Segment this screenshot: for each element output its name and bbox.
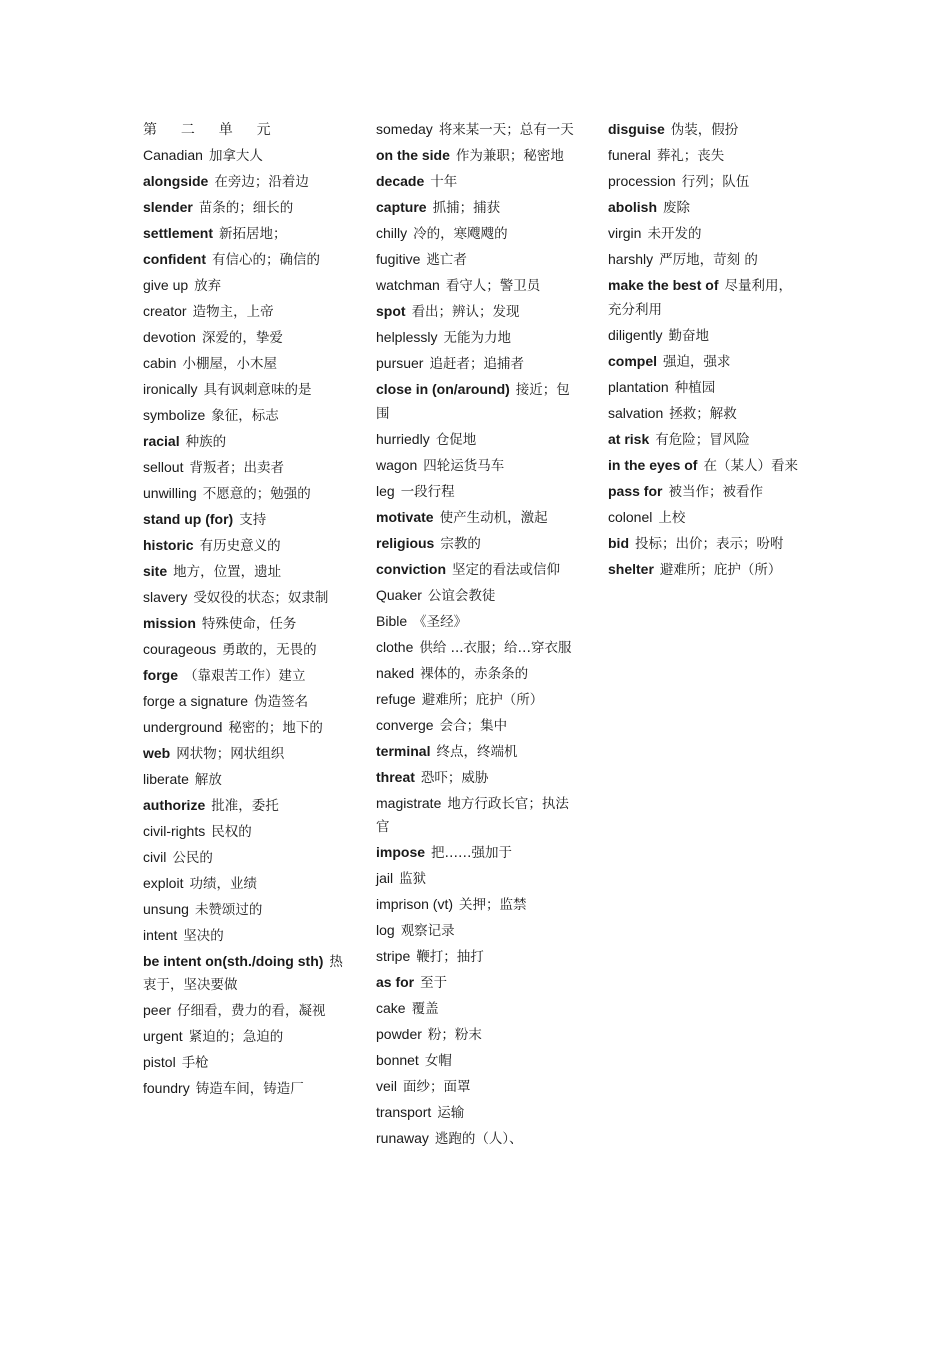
vocab-definition: 将来某一天；总有一天 (438, 122, 574, 138)
vocab-term: jail (376, 870, 394, 886)
vocab-entry (608, 170, 803, 194)
vocab-entry (608, 222, 803, 246)
vocab-entry (143, 560, 343, 584)
vocab-term: converge (376, 716, 434, 733)
vocab-entry (143, 690, 343, 714)
vocab-term: runaway (376, 1130, 429, 1146)
vocab-entry (608, 376, 803, 400)
vocab-definition: 批准，委托 (211, 797, 279, 814)
vocab-term: abolish (608, 199, 658, 215)
vocab-entry (143, 222, 343, 246)
vocab-entry (376, 480, 576, 504)
vocab-term: spot (376, 303, 406, 319)
vocab-entry (608, 402, 803, 426)
vocab-definition: 在（某人）看来 (703, 457, 798, 474)
vocab-entry (376, 1023, 576, 1047)
vocab-entry (376, 300, 576, 324)
vocab-term: harshly (608, 251, 654, 267)
vocab-entry (143, 352, 343, 376)
vocab-entry (376, 584, 576, 608)
vocab-entry (376, 170, 576, 194)
vocab-term: religious (376, 534, 435, 551)
vocab-term: veil (376, 1078, 398, 1094)
vocab-definition: 一段行程 (400, 483, 455, 500)
vocab-term: Canadian (143, 146, 203, 163)
vocab-definition: 深爱的，挚爱 (201, 329, 283, 346)
vocab-entry (608, 454, 803, 478)
vocab-entry (143, 534, 343, 558)
vocab-term: slavery (143, 588, 188, 605)
vocab-entry (143, 326, 343, 350)
vocab-definition: 新拓居地； (219, 225, 287, 242)
vocab-entry (143, 794, 343, 818)
vocab-term: stripe (376, 948, 411, 964)
vocab-entry (143, 508, 343, 532)
vocab-term: site (143, 562, 168, 579)
vocab-term: close in (on/around) (376, 381, 510, 397)
vocab-definition: 支持 (239, 511, 267, 528)
vocab-definition: 背叛者；出卖者 (189, 459, 284, 476)
vocab-definition: 看出；辨认；发现 (411, 304, 520, 320)
vocab-definition: 勇敢的，无畏的 (222, 641, 317, 658)
vocab-definition: 小棚屋，小木屋 (182, 355, 277, 372)
vocab-term: courageous (143, 640, 217, 657)
vocab-entry (376, 945, 576, 969)
vocab-definition: 特殊使命，任务 (201, 615, 297, 632)
vocab-definition: 女帽 (424, 1053, 452, 1069)
vocab-definition: 坚决的 (183, 927, 224, 944)
vocab-definition: 造物主，上帝 (192, 303, 274, 320)
vocab-definition: 恐吓；威胁 (420, 769, 489, 786)
vocab-entry (608, 558, 803, 582)
vocab-entry (143, 248, 343, 272)
vocab-term: pursuer (376, 355, 424, 371)
unit-heading (143, 118, 343, 141)
vocab-definition: 四轮运货马车 (423, 457, 505, 474)
vocab-entry (143, 924, 343, 948)
vocab-term: as for (376, 974, 415, 990)
vocab-definition: 覆盖 (411, 1001, 439, 1017)
vocab-entry (608, 274, 803, 321)
vocab-entry (143, 664, 343, 688)
vocab-term: racial (143, 432, 180, 449)
vocab-definition: 逃跑的（人）、 (434, 1131, 523, 1147)
vocab-term: ironically (143, 380, 198, 397)
vocab-term: sellout (143, 458, 184, 475)
vocab-term: leg (376, 482, 395, 499)
vocab-definition: 无能为力地 (443, 330, 511, 346)
vocab-entry (143, 586, 343, 610)
vocab-term: chilly (376, 225, 408, 241)
vocab-definition: 种族的 (185, 433, 227, 450)
vocab-term: civil (143, 848, 167, 865)
vocab-term: stand up (for) (143, 510, 234, 527)
vocab-definition: （靠艰苦工作）建立 (184, 667, 306, 684)
vocab-definition: 解放 (194, 771, 222, 788)
vocab-definition: 鞭打；抽打 (416, 949, 484, 965)
vocab-term: symbolize (143, 406, 206, 423)
vocab-definition: 避难所；庇护（所） (421, 691, 544, 708)
vocab-entry (143, 950, 343, 997)
vocab-entry (608, 350, 803, 374)
vocab-definition: 有危险；冒风险 (655, 431, 750, 448)
vocab-definition: 把……强加于 (431, 845, 513, 861)
vocab-entry (376, 454, 576, 478)
vocab-definition: 尽量利用，充分利用 (608, 278, 792, 318)
vocab-term: in the eyes of (608, 456, 698, 473)
vocab-entry (376, 558, 576, 582)
vocab-term: underground (143, 718, 223, 735)
vocab-term: funeral (608, 147, 651, 163)
vocab-definition: 公民的 (172, 849, 213, 866)
vocab-definition: 铸造车间，铸造厂 (195, 1081, 304, 1097)
vocab-entry (608, 480, 803, 504)
vocab-entry (376, 841, 576, 865)
vocab-definition: 仓促地 (435, 431, 477, 448)
vocab-definition: 有信心的；确信的 (212, 251, 320, 268)
vocab-entry (143, 1077, 343, 1101)
vocab-entry (376, 740, 576, 764)
vocab-entry (376, 636, 576, 660)
vocab-definition: 放弃 (194, 277, 222, 294)
vocab-definition: 作为兼职；秘密地 (455, 148, 564, 164)
vocab-entry (376, 1075, 576, 1099)
vocab-definition: 勤奋地 (668, 327, 709, 344)
vocab-term: on the side (376, 147, 450, 163)
vocab-definition: 关押；监禁 (459, 897, 527, 913)
vocab-definition: 葬礼；丧失 (656, 148, 725, 164)
vocab-term: mission (143, 614, 196, 631)
vocab-term: foundry (143, 1080, 190, 1096)
vocab-definition: 加拿大人 (208, 147, 263, 164)
vocab-definition: 地方，位置，遗址 (173, 563, 282, 580)
vocab-entry (143, 846, 343, 870)
vocab-entry (143, 872, 343, 896)
vocab-entry (608, 428, 803, 452)
vocab-column-1 (143, 118, 343, 1103)
vocab-entry (143, 820, 343, 844)
vocab-definition: 拯救；解救 (669, 405, 737, 422)
vocab-term: forge a signature (143, 692, 249, 709)
vocab-term: settlement (143, 224, 214, 241)
vocab-definition: 终点，终端机 (436, 743, 518, 760)
vocab-entry (143, 638, 343, 662)
vocab-definition: 民权的 (211, 823, 252, 840)
vocab-entry (143, 170, 343, 194)
vocab-definition: 紧迫的；急迫的 (188, 1029, 284, 1045)
vocab-definition: 观察记录 (400, 923, 455, 939)
vocab-entry (376, 274, 576, 298)
vocab-entry (143, 612, 343, 636)
vocab-definition: 会合；集中 (439, 717, 508, 734)
vocab-entry (143, 1051, 343, 1075)
vocab-term: cabin (143, 354, 177, 371)
vocab-definition: 秘密的；地下的 (228, 719, 323, 736)
vocab-definition: 废除 (663, 200, 691, 216)
vocab-entry (376, 1101, 576, 1125)
vocab-term: pass for (608, 482, 663, 499)
vocab-entry (143, 898, 343, 922)
vocab-definition: 粉；粉末 (427, 1027, 482, 1043)
vocab-term: shelter (608, 560, 654, 577)
vocab-term: hurriedly (376, 430, 430, 447)
vocab-definition: 追赶者；追捕者 (429, 356, 524, 372)
vocab-entry (143, 482, 343, 506)
vocab-definition: 种植园 (674, 379, 716, 396)
vocab-term: transport (376, 1104, 432, 1120)
vocab-entry (376, 971, 576, 995)
vocab-entry (376, 1127, 576, 1151)
vocab-term: decade (376, 173, 425, 189)
vocab-term: conviction (376, 560, 447, 577)
vocab-term: capture (376, 199, 427, 215)
vocab-definition: 热衷于，坚决要做 (143, 953, 343, 993)
vocab-definition: 避难所；庇护（所） (659, 561, 782, 578)
vocab-term: devotion (143, 328, 196, 345)
vocab-term: exploit (143, 874, 184, 891)
vocab-term: intent (143, 926, 178, 943)
vocab-entry (608, 196, 803, 220)
vocab-term: civil-rights (143, 822, 206, 839)
vocab-term: wagon (376, 456, 418, 473)
vocab-entry (143, 196, 343, 220)
vocab-definition: 伪装，假扮 (670, 122, 739, 138)
unit-heading-text: 第 二 单 元 (143, 121, 281, 137)
vocab-entry (376, 662, 576, 686)
vocab-term: disguise (608, 121, 665, 137)
vocab-term: virgin (608, 225, 642, 241)
vocab-definition: 宗教的 (440, 535, 481, 552)
vocab-definition: 在旁边；沿着边 (214, 173, 309, 190)
vocab-definition: 伪造签名 (254, 693, 309, 710)
vocab-term: plantation (608, 378, 669, 395)
vocab-definition: 网状物；网状组织 (176, 745, 285, 762)
vocab-definition: 严厉地，苛刻 的 (659, 252, 758, 268)
vocab-term: authorize (143, 796, 206, 813)
vocab-entry (376, 714, 576, 738)
vocab-term: terminal (376, 742, 431, 759)
vocab-term: fugitive (376, 251, 421, 267)
vocab-term: helplessly (376, 329, 438, 345)
vocab-definition: 仔细看，费力的看，凝视 (177, 1003, 326, 1019)
vocab-definition: 供给 ...衣服；给…穿衣服 (419, 639, 572, 656)
vocab-term: at risk (608, 430, 650, 447)
vocab-entry (376, 196, 576, 220)
vocab-term: impose (376, 844, 426, 860)
vocab-term: bid (608, 534, 629, 551)
vocab-entry (376, 118, 576, 142)
vocab-term: bonnet (376, 1052, 419, 1068)
vocab-entry (143, 716, 343, 740)
vocab-term: alongside (143, 172, 209, 189)
vocab-entry (376, 222, 576, 246)
vocab-entry (376, 610, 576, 634)
vocab-definition: 面纱；面罩 (403, 1079, 471, 1095)
vocab-entry (376, 144, 576, 168)
vocab-term: give up (143, 276, 189, 293)
vocab-entry (376, 792, 576, 839)
vocab-entry (376, 867, 576, 891)
vocab-term: unsung (143, 900, 189, 917)
vocab-term: Bible (376, 612, 408, 629)
vocab-term: salvation (608, 404, 664, 421)
vocab-entry (608, 248, 803, 272)
vocab-definition: 监狱 (399, 871, 427, 887)
vocab-term: powder (376, 1026, 422, 1042)
vocab-term: confident (143, 250, 206, 267)
vocab-term: peer (143, 1002, 172, 1018)
vocab-term: unwilling (143, 484, 197, 501)
vocab-definition: 上校 (658, 509, 686, 526)
vocab-entry (376, 919, 576, 943)
vocab-term: urgent (143, 1028, 183, 1044)
vocab-definition: 运输 (437, 1105, 465, 1121)
vocab-entry (376, 688, 576, 712)
vocab-entry (376, 893, 576, 917)
vocab-entry (376, 352, 576, 376)
vocab-entry (608, 324, 803, 348)
vocab-term: procession (608, 173, 676, 189)
vocab-term: magistrate (376, 794, 442, 811)
vocab-term: liberate (143, 770, 189, 787)
vocab-entry (376, 378, 576, 425)
vocab-definition: 抓捕；捕获 (432, 200, 501, 216)
vocab-term: colonel (608, 508, 653, 525)
vocab-definition: 至于 (420, 975, 448, 991)
vocab-entry (376, 248, 576, 272)
vocab-entry (376, 532, 576, 556)
vocab-term: threat (376, 768, 415, 785)
vocab-definition: 苗条的；细长的 (198, 199, 294, 216)
vocab-term: naked (376, 664, 415, 681)
vocab-definition: 看守人；警卫员 (445, 278, 541, 294)
vocab-entry (376, 766, 576, 790)
vocab-column-3 (608, 118, 803, 584)
vocab-term: web (143, 744, 171, 761)
vocab-term: make the best of (608, 277, 719, 293)
vocab-entry (608, 532, 803, 556)
vocab-entry (143, 742, 343, 766)
vocab-term: cake (376, 1000, 406, 1016)
vocab-definition: 十年 (430, 174, 458, 190)
vocab-definition: 裸体的，赤条条的 (420, 665, 529, 682)
vocab-definition: 投标；出价；表示；吩咐 (635, 535, 784, 552)
vocab-term: someday (376, 121, 433, 137)
vocab-term: diligently (608, 326, 663, 343)
vocab-entry (608, 118, 803, 142)
vocab-definition: 接近；包围 (376, 382, 570, 422)
vocab-term: watchman (376, 277, 440, 293)
vocab-definition: 冷的，寒飕飕的 (413, 226, 508, 242)
vocab-entry (143, 144, 343, 168)
vocab-entry (143, 404, 343, 428)
vocab-definition: 《圣经》 (413, 613, 468, 630)
vocab-entry (608, 144, 803, 168)
vocab-entry (143, 456, 343, 480)
vocab-term: slender (143, 198, 193, 215)
vocab-definition: 具有讽刺意味的是 (203, 381, 312, 398)
vocab-term: compel (608, 352, 658, 369)
vocab-definition: 坚定的看法或信仰 (452, 561, 561, 578)
vocab-term: Quaker (376, 586, 422, 603)
vocab-definition: 行列；队伍 (681, 174, 750, 190)
vocab-definition: 使产生动机，激起 (439, 509, 548, 526)
vocab-term: motivate (376, 508, 434, 525)
vocab-term: historic (143, 536, 194, 553)
vocab-entry (143, 274, 343, 298)
vocab-term: refuge (376, 690, 416, 707)
vocab-definition: 有历史意义的 (199, 537, 281, 554)
vocab-entry (143, 378, 343, 402)
vocab-column-2 (376, 118, 576, 1153)
vocab-definition: 公谊会教徒 (427, 587, 496, 604)
vocab-entry (376, 506, 576, 530)
vocab-entry (143, 300, 343, 324)
vocab-term: creator (143, 302, 187, 319)
vocab-definition: 功绩，业绩 (189, 875, 257, 892)
vocab-definition: 象征，标志 (211, 407, 279, 424)
vocab-definition: 未赞颂过的 (194, 901, 263, 918)
vocab-entry (143, 430, 343, 454)
vocab-term: clothe (376, 638, 414, 655)
vocab-entry (376, 428, 576, 452)
vocab-definition: 被当作；被看作 (668, 483, 763, 500)
vocab-definition: 未开发的 (647, 226, 702, 242)
vocab-definition: 不愿意的；勉强的 (202, 485, 311, 502)
vocab-entry (376, 997, 576, 1021)
vocab-term: imprison (vt) (376, 896, 454, 912)
vocab-definition: 逃亡者 (426, 252, 467, 268)
vocab-definition: 手枪 (181, 1055, 209, 1071)
vocab-definition: 强迫，强求 (663, 353, 731, 370)
vocab-term: forge (143, 666, 178, 683)
vocab-term: log (376, 922, 395, 938)
vocab-term: pistol (143, 1054, 176, 1070)
vocab-entry (376, 1049, 576, 1073)
vocab-definition: 地方行政长官；执法官 (376, 795, 569, 835)
vocab-entry (608, 506, 803, 530)
vocab-term: be intent on(sth./doing sth) (143, 952, 324, 969)
vocab-entry (376, 326, 576, 350)
vocab-entry (143, 1025, 343, 1049)
vocab-definition: 受奴役的状态；奴隶制 (193, 589, 329, 606)
vocab-entry (143, 999, 343, 1023)
vocab-entry (143, 768, 343, 792)
